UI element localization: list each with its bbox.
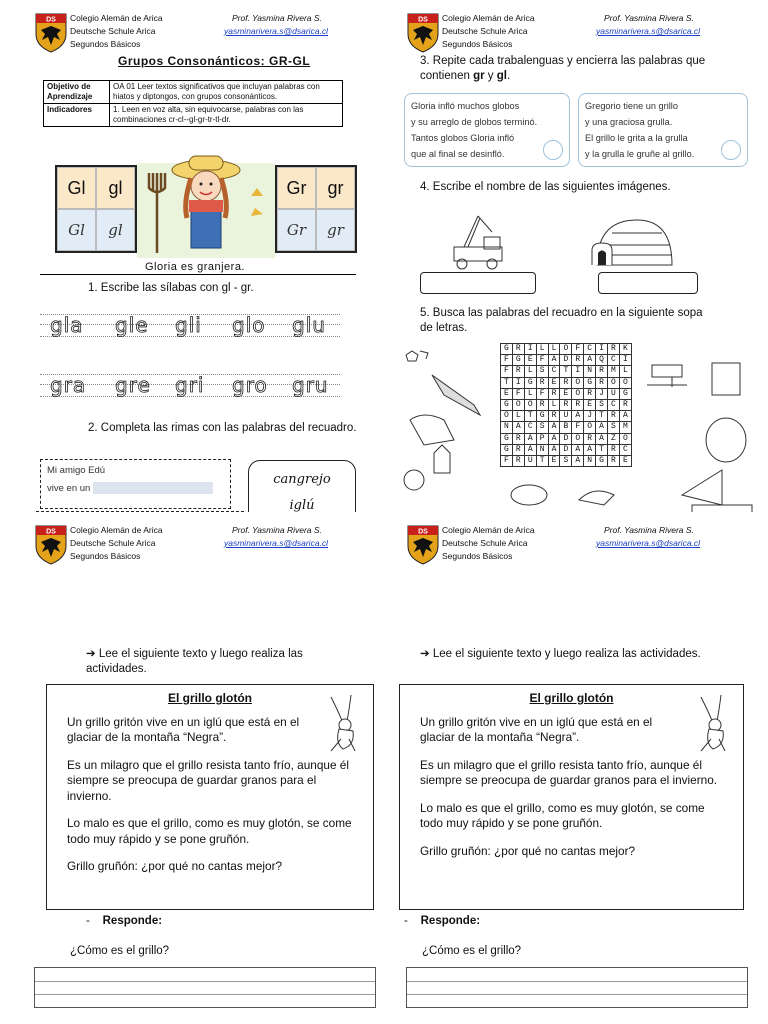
story-title: El grillo glotón — [529, 691, 614, 705]
trace-syllable: gro — [232, 373, 268, 397]
glove-icon — [410, 415, 454, 445]
worksheet-page-4 — [384, 512, 768, 1024]
cricket-illustration — [691, 693, 735, 753]
story-title: El grillo glotón — [168, 691, 252, 705]
word-search-cell[interactable]: O — [560, 344, 572, 355]
word-search-row — [501, 422, 632, 433]
school-shield-logo — [406, 12, 440, 52]
ogre-icon — [434, 445, 450, 473]
tongue-twister-card-2: Gregorio tiene un grillo y una graciosa grulla. El grillo le grita a la grulla y la grulla le gruñe al grillo. — [578, 93, 748, 167]
word-search-cell[interactable]: R — [608, 344, 620, 355]
rhyme-box-1 — [40, 459, 231, 509]
word-search-cell[interactable]: K — [619, 344, 631, 355]
objective-label: Objetivo de Aprendizaje — [44, 81, 110, 104]
teacher-email-link[interactable]: yasminarivera.s@dsarica.cl — [596, 538, 701, 548]
letter-card-cell: gr — [316, 209, 355, 251]
word-search-cell[interactable]: U — [608, 388, 620, 399]
word-search-cell[interactable]: L — [512, 411, 524, 422]
word-search-cell[interactable]: R — [608, 444, 620, 455]
teacher-name: Prof. Yasmina Rivera S. — [232, 13, 322, 23]
school-name: Colegio Alemán de Arica Deutsche Schule Arica Segundos Básicos — [70, 525, 163, 561]
gr-letter-card — [275, 165, 357, 253]
divider — [40, 274, 356, 275]
trace-syllable: gli — [175, 313, 202, 337]
word-search-cell[interactable]: R — [619, 399, 631, 410]
word-search-cell[interactable]: A — [619, 411, 631, 422]
word-search-cell[interactable]: O — [524, 399, 536, 410]
word-search-cell[interactable]: S — [596, 399, 608, 410]
teacher-email-link[interactable]: yasminarivera.s@dsarica.cl — [224, 26, 329, 36]
word-search-cell[interactable]: A — [584, 444, 596, 455]
tiger-icon — [404, 470, 424, 490]
word-search-cell[interactable]: N — [501, 422, 513, 433]
trace-syllable: gri — [175, 373, 205, 397]
word-search-cell[interactable]: E — [524, 355, 536, 366]
word-search-cell[interactable]: G — [501, 444, 513, 455]
stapler-icon — [432, 375, 480, 415]
word-search-cell[interactable]: J — [584, 411, 596, 422]
word-search-cell[interactable]: R — [560, 399, 572, 410]
word-search-cell[interactable]: Z — [608, 433, 620, 444]
story-paragraph: Lo malo es que el grillo, como es muy glotón, se come todo muy rápido y se pone gruñón. — [420, 800, 705, 830]
word-bank-item: iglú — [289, 498, 315, 512]
reading-instruction: ➔ Lee el siguiente texto y luego realiza las actividades. — [86, 648, 303, 675]
word-search-cell[interactable]: R — [512, 444, 524, 455]
word-search-cell[interactable]: N — [536, 444, 548, 455]
word-search-cell[interactable]: C — [608, 355, 620, 366]
letter-card-cell: gl — [96, 167, 135, 209]
comprehension-question: ¿Cómo es el grillo? — [422, 945, 522, 957]
image-answer-field-2[interactable] — [598, 272, 698, 294]
word-search-cell[interactable]: R — [584, 433, 596, 444]
tongue-twister-card-1: Gloria infló muchos globos y su arreglo de globos terminó. Tantos globos Gloria infló que al final se desinfló. — [404, 93, 570, 167]
cricket-icon — [579, 491, 614, 505]
letter-card-cell: Gl — [57, 209, 96, 251]
word-search-grid — [500, 343, 632, 467]
word-search-cell[interactable]: L — [619, 366, 631, 377]
word-search-row — [501, 444, 632, 455]
word-search-cell[interactable]: R — [512, 366, 524, 377]
word-search-cell[interactable]: M — [619, 422, 631, 433]
word-search-cell[interactable]: L — [548, 344, 560, 355]
word-search-row — [501, 455, 632, 466]
word-search-cell[interactable]: R — [596, 366, 608, 377]
check-circle[interactable] — [543, 140, 563, 160]
word-search-cell[interactable]: R — [584, 388, 596, 399]
word-search-cell[interactable]: A — [596, 433, 608, 444]
word-search-cell[interactable]: G — [501, 344, 513, 355]
word-search-row — [501, 344, 632, 355]
trace-row-gl — [40, 310, 340, 342]
word-search-cell[interactable]: L — [524, 366, 536, 377]
school-name: Colegio Alemán de Arica Deutsche Schule Arica Segundos Básicos — [442, 525, 535, 561]
word-search-cell[interactable]: C — [548, 366, 560, 377]
school-shield-logo — [34, 12, 68, 52]
svg-text:DS: DS — [46, 528, 56, 536]
word-search-cell[interactable]: R — [536, 377, 548, 388]
answer-lines[interactable] — [34, 967, 376, 1008]
word-search-cell[interactable]: T — [536, 455, 548, 466]
word-search-cell[interactable]: E — [619, 455, 631, 466]
word-search-cell[interactable]: N — [584, 366, 596, 377]
word-search-cell[interactable]: G — [501, 433, 513, 444]
school-name: Colegio Alemán de Arica Deutsche Schule Arica Segundos Básicos — [70, 13, 163, 49]
word-search-cell[interactable]: F — [536, 388, 548, 399]
teacher-name: Prof. Yasmina Rivera S. — [604, 13, 694, 23]
word-search-cell[interactable]: R — [572, 399, 584, 410]
word-search-cell[interactable]: O — [572, 377, 584, 388]
story-paragraph: Un grillo gritón vive en un iglú que está en el glaciar de la montaña “Negra”. — [420, 714, 653, 744]
crab-and-cricket-pictures — [504, 470, 624, 512]
respond-label: - Responde: — [86, 915, 163, 927]
svg-text:DS: DS — [46, 16, 56, 24]
story-paragraph: Grillo gruñón: ¿por qué no cantas mejor? — [67, 859, 283, 873]
word-search-cell[interactable]: A — [572, 411, 584, 422]
word-search-right-pictures — [642, 345, 762, 512]
word-search-cell[interactable]: R — [512, 433, 524, 444]
question-4: 4. Escribe el nombre de las siguientes imágenes. — [420, 181, 671, 193]
word-search-cell[interactable]: U — [524, 455, 536, 466]
word-search-cell[interactable]: D — [560, 355, 572, 366]
word-search-cell[interactable]: R — [608, 411, 620, 422]
word-search-cell[interactable]: S — [560, 455, 572, 466]
word-search-cell[interactable]: A — [512, 422, 524, 433]
word-search-cell[interactable]: F — [536, 355, 548, 366]
word-search-cell[interactable]: A — [548, 444, 560, 455]
gl-letter-card — [55, 165, 137, 253]
school-shield-logo — [34, 524, 68, 564]
word-search-cell[interactable]: G — [512, 355, 524, 366]
worksheet-page-1 — [0, 0, 384, 512]
word-search-cell[interactable]: P — [536, 433, 548, 444]
pomegranate-icon — [706, 418, 746, 462]
trace-syllable: gre — [115, 373, 151, 397]
word-search-cell[interactable]: G — [619, 388, 631, 399]
cricket-illustration — [321, 693, 365, 753]
igloo-image — [592, 215, 672, 270]
page-header — [34, 12, 374, 52]
word-search-row — [501, 399, 632, 410]
worksheet-page-2 — [384, 0, 768, 512]
teacher-email-link[interactable]: yasminarivera.s@dsarica.cl — [224, 538, 329, 548]
page-header — [34, 524, 374, 564]
word-search-cell[interactable]: N — [584, 455, 596, 466]
word-search-cell[interactable]: R — [608, 455, 620, 466]
page-header — [406, 524, 746, 564]
word-search-cell[interactable]: L — [548, 399, 560, 410]
page-header — [406, 12, 746, 52]
word-search-cell[interactable]: C — [619, 444, 631, 455]
word-search-row — [501, 355, 632, 366]
word-search-cell[interactable]: C — [584, 344, 596, 355]
word-search-cell[interactable]: M — [608, 366, 620, 377]
word-search-cell[interactable]: T — [524, 411, 536, 422]
word-search-cell[interactable]: R — [572, 355, 584, 366]
word-search-cell[interactable]: C — [524, 422, 536, 433]
question-2: 2. Completa las rimas con las palabras del recuadro. — [88, 422, 357, 434]
word-search-row — [501, 388, 632, 399]
trace-syllable: gru — [292, 373, 329, 397]
worksheet-page-3 — [0, 512, 384, 1024]
crane-truck-image — [444, 212, 514, 272]
letter-card-cell: Gr — [277, 167, 316, 209]
lesson-title: Grupos Consonánticos: GR-GL — [118, 54, 311, 68]
trace-syllable: gle — [115, 313, 149, 337]
word-search-cell[interactable]: G — [501, 399, 513, 410]
word-search-cell[interactable]: O — [619, 377, 631, 388]
word-search-cell[interactable]: S — [608, 422, 620, 433]
word-search-cell[interactable]: J — [596, 388, 608, 399]
word-search-cell[interactable]: T — [596, 411, 608, 422]
word-search-cell[interactable]: I — [524, 344, 536, 355]
word-search-cell[interactable]: B — [560, 422, 572, 433]
word-search-cell[interactable]: C — [608, 399, 620, 410]
question-3: 3. Repite cada trabalenguas y encierra las palabras que contienen gr y gl. — [420, 55, 706, 82]
word-search-cell[interactable]: R — [512, 455, 524, 466]
faucet-icon — [647, 365, 687, 387]
word-search-cell[interactable]: O — [572, 433, 584, 444]
word-search-cell[interactable]: I — [512, 377, 524, 388]
word-search-cell[interactable]: R — [548, 388, 560, 399]
word-search-cell[interactable]: I — [619, 355, 631, 366]
trace-syllable: gla — [50, 313, 84, 337]
word-search-cell[interactable]: S — [536, 422, 548, 433]
comprehension-question: ¿Cómo es el grillo? — [70, 945, 170, 957]
word-search-cell[interactable]: L — [536, 344, 548, 355]
trace-syllable: gra — [50, 373, 87, 397]
story-paragraph: Grillo gruñón: ¿por qué no cantas mejor? — [420, 843, 636, 858]
rhyme-word-bank — [248, 460, 356, 512]
word-search-row — [501, 377, 632, 388]
word-search-cell[interactable]: D — [560, 433, 572, 444]
word-search-cell[interactable]: F — [501, 355, 513, 366]
word-search-cell[interactable]: E — [548, 377, 560, 388]
crane-icon — [682, 470, 752, 512]
word-search-cell[interactable]: A — [596, 422, 608, 433]
word-search-cell[interactable]: O — [619, 433, 631, 444]
letter-card-cell: Gl — [57, 167, 96, 209]
word-search-cell[interactable]: R — [548, 411, 560, 422]
teacher-email-link[interactable]: yasminarivera.s@dsarica.cl — [596, 26, 701, 36]
word-search-cell[interactable]: O — [572, 388, 584, 399]
word-search-cell[interactable]: F — [501, 455, 513, 466]
svg-text:DS: DS — [418, 528, 428, 536]
word-search-cell[interactable]: O — [608, 377, 620, 388]
story-paragraph: Un grillo gritón vive en un iglú que está en el glaciar de la montaña “Negra”. — [67, 714, 300, 744]
trace-row-gr — [40, 370, 340, 402]
word-search-cell[interactable]: T — [560, 366, 572, 377]
word-search-cell[interactable]: G — [536, 411, 548, 422]
story-box — [46, 684, 374, 910]
check-circle[interactable] — [721, 140, 741, 160]
word-search-cell[interactable]: O — [584, 422, 596, 433]
objective-text: OA 01 Leer textos significativos que incluyan palabras con hiatos y diptongos, con grupos consonánticos. — [110, 81, 343, 104]
word-search-cell[interactable]: F — [572, 422, 584, 433]
word-search-cell[interactable]: A — [524, 433, 536, 444]
trace-syllable: glo — [232, 313, 266, 337]
objectives-table — [43, 80, 343, 127]
indicators-text: 1. Leen en voz alta, sin equivocarse, palabras con las combinaciones cr-cl--gl-gr-tr-tl-dr. — [110, 104, 343, 127]
word-search-cell[interactable]: F — [572, 344, 584, 355]
word-search-cell[interactable]: R — [596, 377, 608, 388]
word-search-cell[interactable]: Q — [596, 355, 608, 366]
word-search-cell[interactable]: L — [524, 388, 536, 399]
word-search-cell[interactable]: A — [548, 422, 560, 433]
word-search-cell[interactable]: A — [572, 455, 584, 466]
word-search-cell[interactable]: I — [596, 344, 608, 355]
word-search-cell[interactable]: E — [501, 388, 513, 399]
word-search-cell[interactable]: A — [548, 433, 560, 444]
story-paragraph: Lo malo es que el grillo, como es muy glotón, se come todo muy rápido y se pone gruñón. — [67, 816, 352, 846]
word-search-cell[interactable]: A — [572, 444, 584, 455]
word-search-row — [501, 411, 632, 422]
letter-card-cell: gr — [316, 167, 355, 209]
word-search-cell[interactable]: T — [501, 377, 513, 388]
word-search-cell[interactable]: A — [548, 355, 560, 366]
reading-instruction: ➔ Lee el siguiente texto y luego realiza las actividades. — [420, 648, 701, 660]
respond-label: - Responde: — [404, 915, 481, 927]
word-search-cell[interactable]: R — [536, 399, 548, 410]
word-search-cell[interactable]: E — [560, 388, 572, 399]
story-paragraph: Es un milagro que el grillo resista tanto frío, aunque él siempre se preocupa de guardar granos para el invierno. — [420, 757, 718, 787]
svg-text:DS: DS — [418, 16, 428, 24]
story-paragraph: Es un milagro que el grillo resista tanto frío, aunque él siempre se preocupa de guardar granos para el invierno. — [67, 757, 349, 803]
word-search-cell[interactable]: R — [512, 344, 524, 355]
word-search-row — [501, 366, 632, 377]
teacher-name: Prof. Yasmina Rivera S. — [604, 525, 694, 535]
word-bank-item: cangrejo — [273, 472, 331, 487]
letter-card-cell: Gr — [277, 209, 316, 251]
word-search-cell[interactable]: E — [584, 399, 596, 410]
question-5: 5. Busca las palabras del recuadro en la siguiente sopa de letras. — [420, 307, 703, 334]
image-answer-field-1[interactable] — [420, 272, 536, 294]
word-search-cell[interactable]: O — [512, 399, 524, 410]
weight-icon — [712, 363, 740, 395]
word-search-cell[interactable]: T — [596, 444, 608, 455]
word-search-cell[interactable]: A — [584, 355, 596, 366]
answer-lines[interactable] — [406, 967, 748, 1008]
farmer-girl-illustration — [137, 148, 275, 258]
word-search-cell[interactable]: S — [536, 366, 548, 377]
word-search-cell[interactable]: O — [501, 411, 513, 422]
word-search-cell[interactable]: U — [560, 411, 572, 422]
rhyme-answer-field-1[interactable] — [93, 482, 213, 494]
word-search-cell[interactable]: G — [596, 455, 608, 466]
teacher-name: Prof. Yasmina Rivera S. — [232, 525, 322, 535]
word-search-cell[interactable]: F — [501, 366, 513, 377]
image-caption: Gloria es granjera. — [145, 261, 245, 273]
indicators-label: Indicadores — [44, 104, 110, 127]
crab-icon — [511, 485, 547, 505]
word-search-cell[interactable]: G — [524, 377, 536, 388]
rhyme-line: Mi amigo Edú — [47, 465, 106, 476]
word-search-cell[interactable]: D — [560, 444, 572, 455]
word-search-cell[interactable]: A — [524, 444, 536, 455]
word-search-cell[interactable]: R — [560, 377, 572, 388]
word-search-left-pictures — [404, 345, 496, 510]
word-search-cell[interactable]: F — [512, 388, 524, 399]
story-box — [399, 684, 744, 910]
word-search-cell[interactable]: E — [548, 455, 560, 466]
word-search-cell[interactable]: G — [584, 377, 596, 388]
question-1: 1. Escribe las sílabas con gl - gr. — [88, 282, 254, 294]
word-search-row — [501, 433, 632, 444]
letter-card-cell: gl — [96, 209, 135, 251]
school-shield-logo — [406, 524, 440, 564]
word-search-cell[interactable]: I — [572, 366, 584, 377]
school-name: Colegio Alemán de Arica Deutsche Schule Arica Segundos Básicos — [442, 13, 535, 49]
trace-syllable: glu — [292, 313, 326, 337]
rhyme-line: vive en un — [47, 483, 91, 494]
